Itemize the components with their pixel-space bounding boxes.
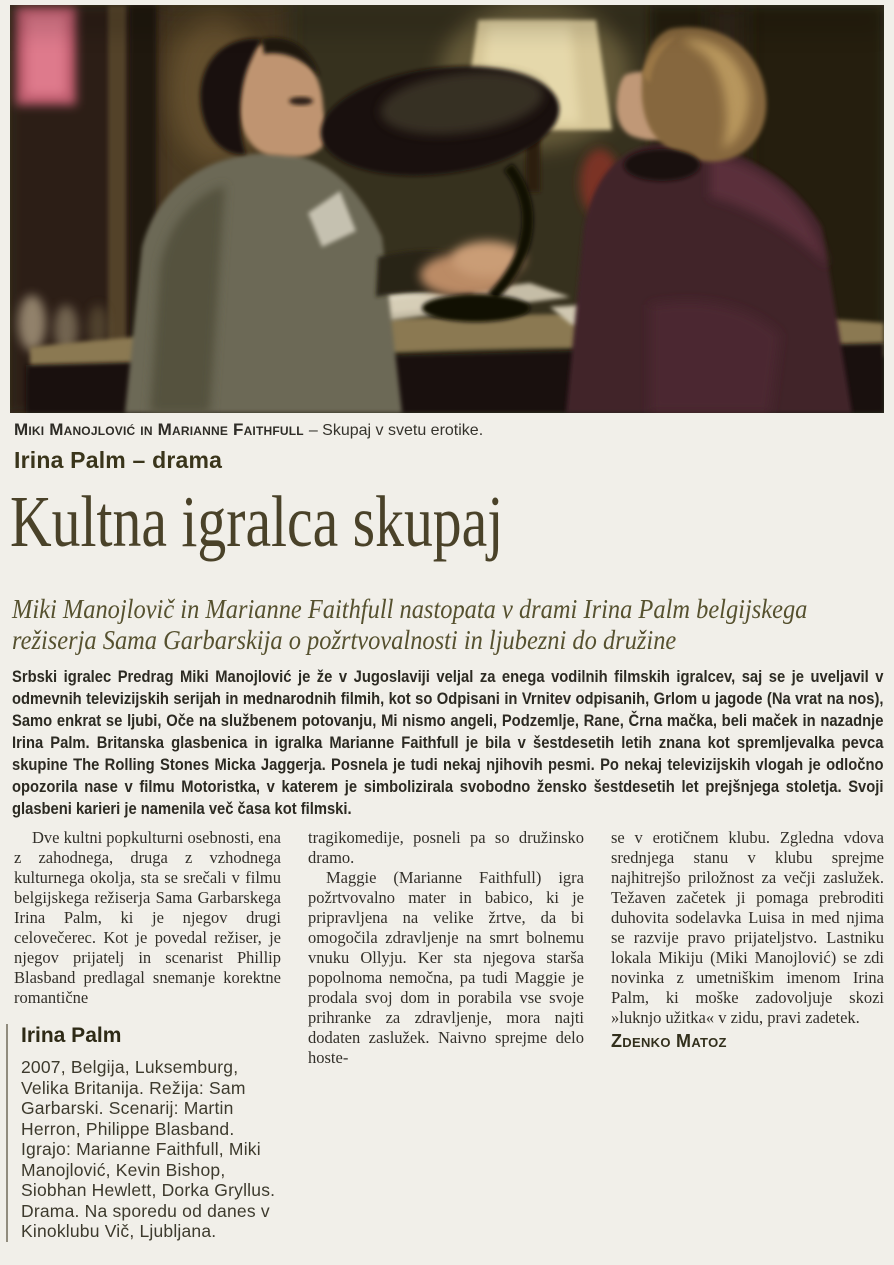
paragraph: Maggie (Marianne Faithfull) igra požrtvovalno mater in babico, ki je pripravljena na velike žrtve, da bi omogočila zdravljenje na smrt bolnemu vnuku Ollyju. Ker sta njegova starša popolnoma nemočna, pa tudi Maggie je prodala svoj dom in porabila vse svoje prihranke za zdravljenje, mora najti dodaten zaslužek. Naivno sprejme delo hoste- [308, 868, 584, 1067]
paragraph: Dve kultni popkulturni osebnosti, ena z zahodnega, druga z vzhodnega kulturnega okolja, sta se srečali v filmu belgijskega režiserja Sama Garbarskega Irina Palm, ki je njegov drugi celovečerec. Kot je povedal režiser, je njegov prijatelj in scenarist Phillip Blasband predlagal snemanje korektne romantične [14, 828, 281, 1007]
section-kicker: Irina Palm – drama [14, 447, 223, 473]
infobox-body: 2007, Belgija, Luksemburg, Velika Britanija. Režija: Sam Garbarski. Scenarij: Martin Herron, Philippe Blasband. Igrajo: Marianne Faithfull, Miki Manojlović, Kevin Bishop, Siobhan Hewlett, Dorka Gryllus. Drama. Na sporedu od danes v Kinoklubu Vič, Ljubljana. [21, 1057, 276, 1241]
film-infobox [6, 1024, 281, 1242]
article-columns [14, 828, 884, 1242]
infobox-title: Irina Palm [21, 1024, 122, 1047]
lead-paragraph: Srbski igralec Predrag Miki Manojlović je že v Jugoslaviji veljal za enega vodilnih filmskih igralcev, saj se je uveljavil v odmevnih televizijskih serijah in mednarodnih filmih, kot so Odpisani in Vrnitev odpisanih, Grlom u jagode (Na vrat na nos), Samo enkrat se ljubi, Oče na službenem potovanju, Mi nismo angeli, Podzemlje, Rane, Črna mačka, beli maček in nazadnje Irina Palm. Britanska glasbenica in igralka Marianne Faithfull je bila v šestdesetih letih znana kot spremljevalka pevca skupine The Rolling Stones Micka Jaggerja. Posnela je tudi nekaj njihovih pesmi. Po nekaj televizijskih vlogah je odločno opozorila nase v filmu Motoristka, v katerem je simbolizirala svobodno žensko šestdesetih let prejšnjega stoletja. Svoji glasbeni karieri je namenila več časa kot filmski. [12, 667, 884, 818]
photo-caption [14, 420, 884, 441]
paragraph: tragikomedije, posneli pa so družinsko dramo. [308, 828, 584, 867]
column-3 [611, 828, 884, 1242]
column-2 [308, 828, 584, 1242]
paragraph: se v erotičnem klubu. Zgledna vdova srednjega stanu v klubu sprejme najhitrejšo priložnost za večji zaslužek. Težaven začetek ji pomaga prebroditi duhovita sodelavka Luisa in med njima se razvije pravo prijateljstvo. Lastniku lokala Mikiju (Miki Manojlović) se zdi novinka z umetniškim imenom Irina Palm, ki moške zadovoljuje skozi »luknjo užitka« v zidu, pravi zadetek. [611, 828, 884, 1027]
column-1 [14, 828, 281, 1242]
photo-illustration [10, 5, 884, 413]
article-photo [10, 5, 884, 413]
photo-caption-text: – Skupaj v svetu erotike. [308, 422, 484, 439]
subtitle: Miki Manojlovič in Marianne Faithfull nastopata v drami Irina Palm belgijskega režiserja Sama Garbarskija o požrtvovalnosti in ljubezni do družine [12, 594, 808, 655]
photo-caption-names: Miki Manojlović in Marianne Faithfull [14, 420, 304, 439]
author-byline: Zdenko Matoz [611, 1031, 727, 1051]
headline: Kultna igralca skupaj [10, 481, 504, 562]
